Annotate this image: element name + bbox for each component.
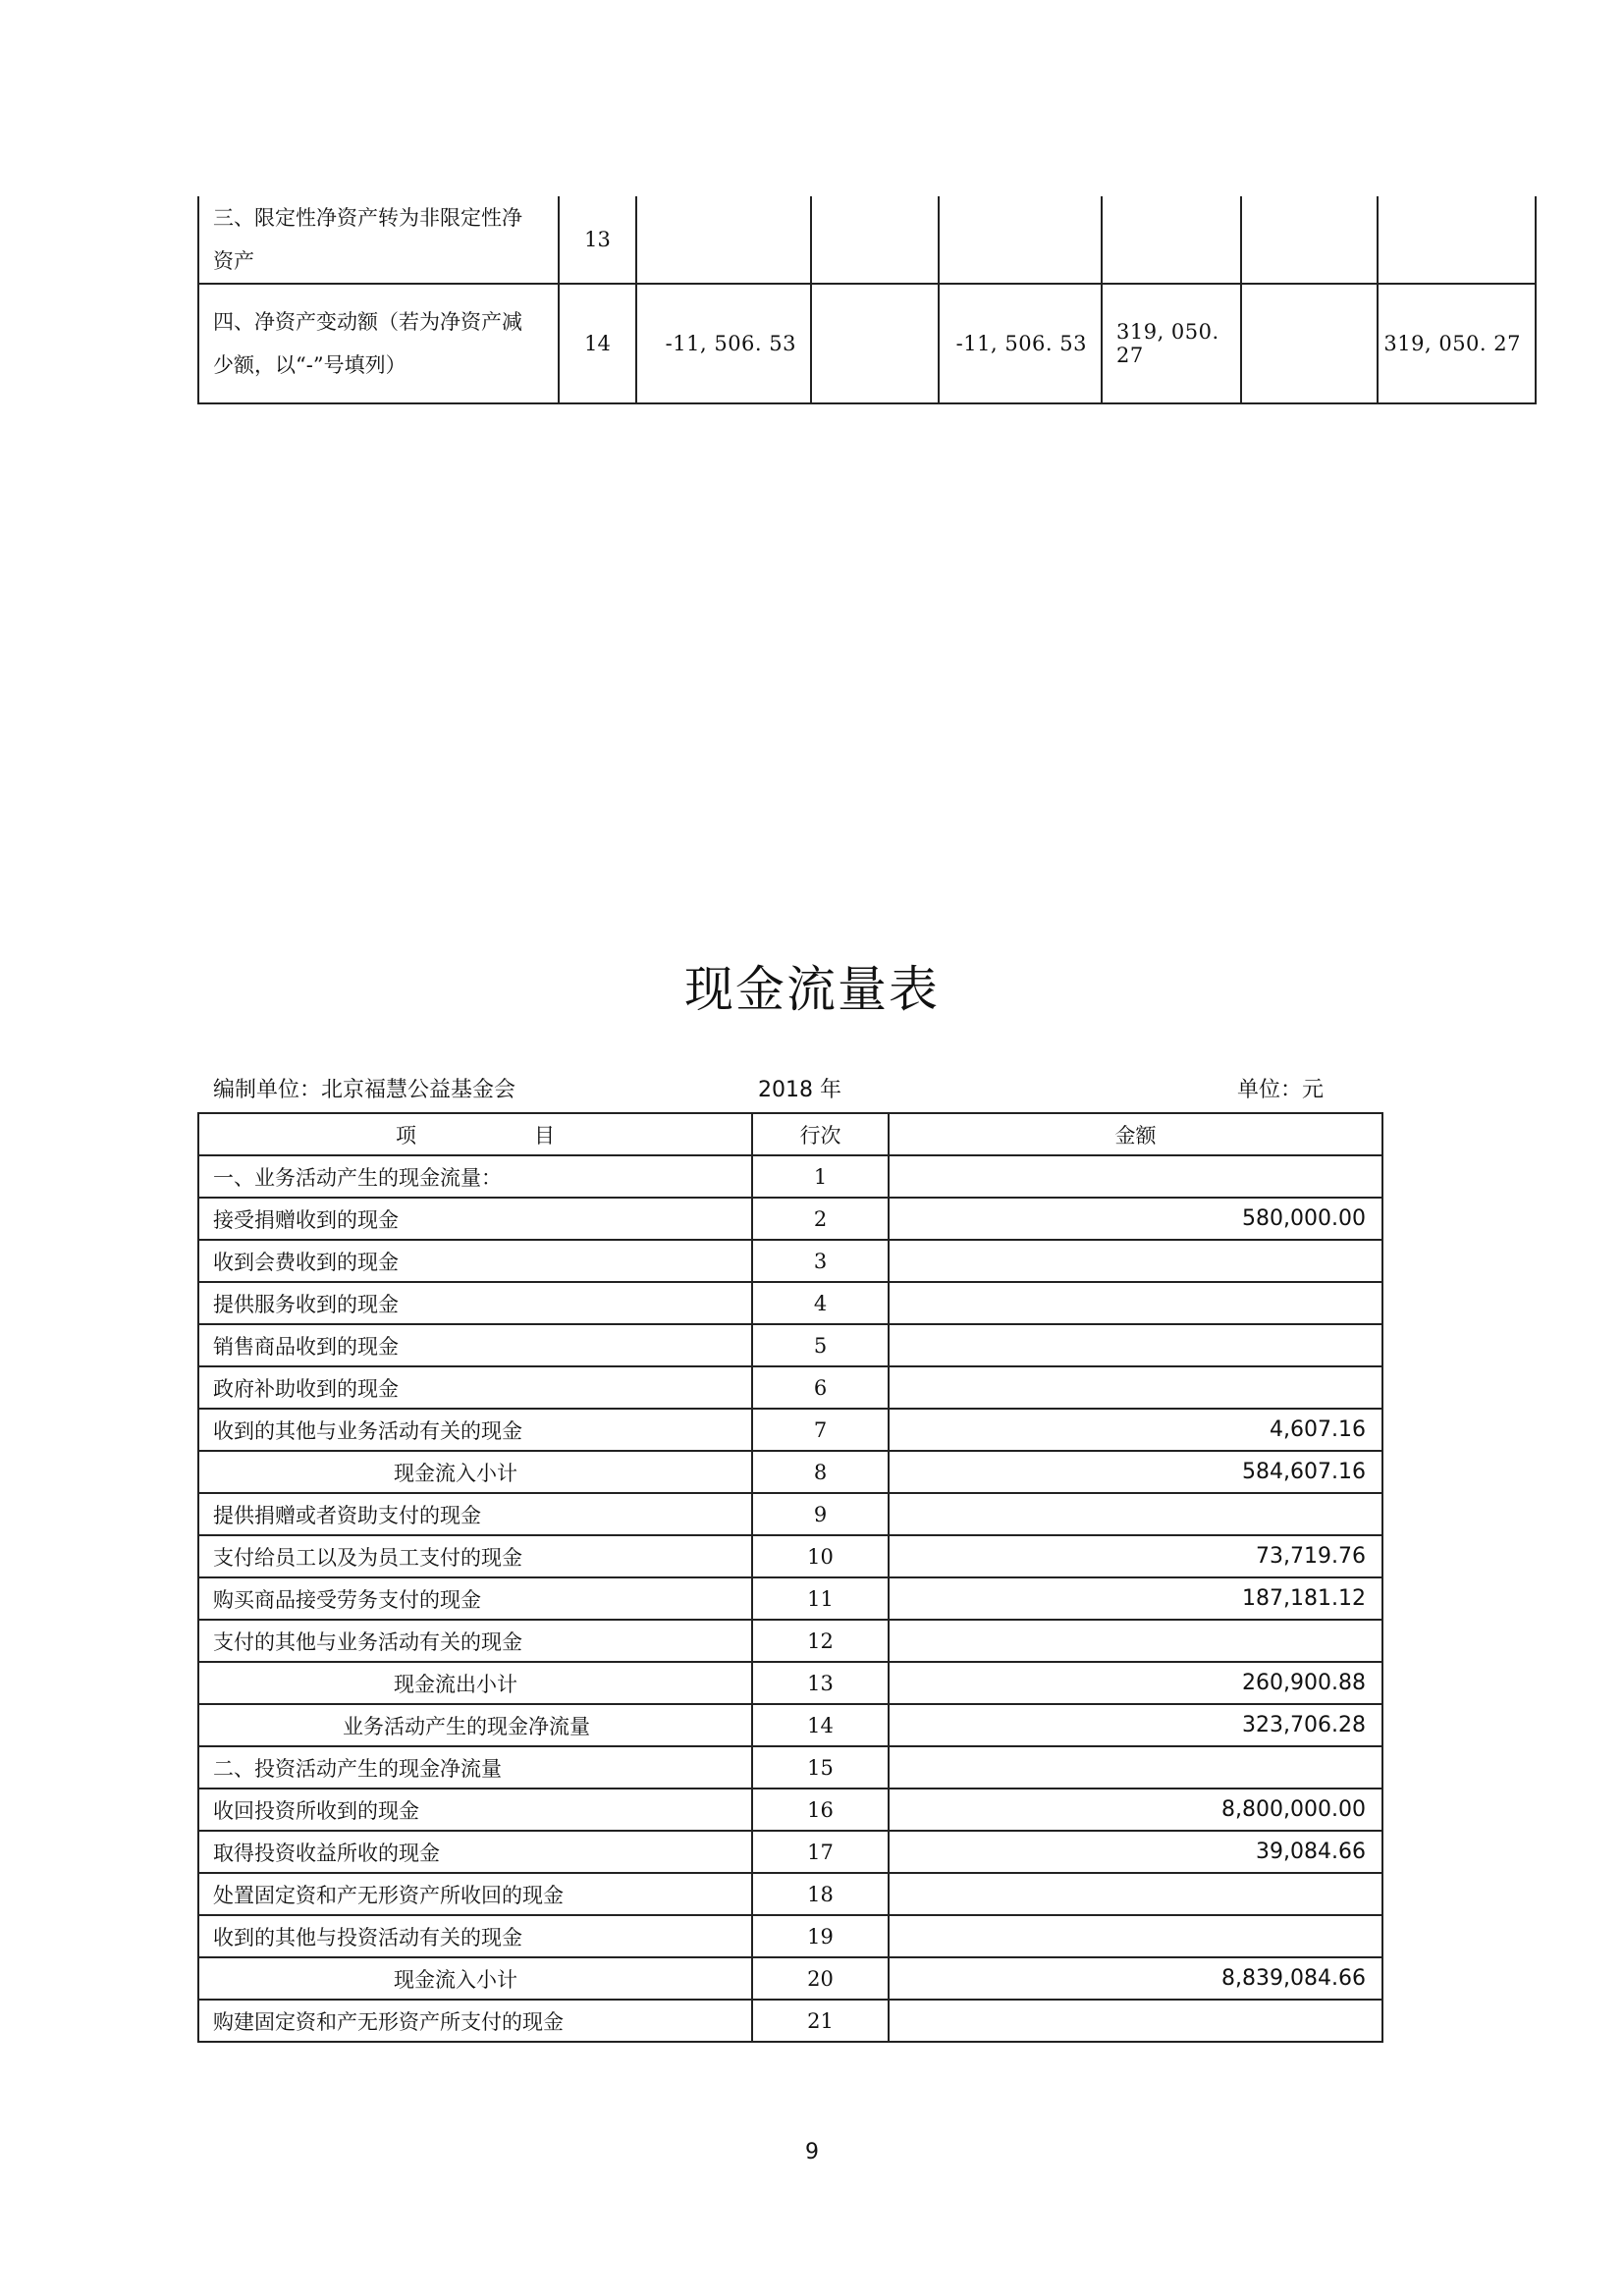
item-text-line: 资产 (213, 249, 254, 273)
line-number-cell: 11 (752, 1577, 889, 1620)
line-number-cell: 8 (752, 1451, 889, 1493)
table-row (198, 1535, 1382, 1577)
value-cell (939, 196, 1102, 284)
amount-cell (889, 1915, 1382, 1957)
table-row (198, 1577, 1382, 1620)
table-row (198, 1873, 1382, 1915)
line-number-cell: 9 (752, 1493, 889, 1535)
line-number-cell: 7 (752, 1409, 889, 1451)
line-number-cell: 1 (752, 1155, 889, 1198)
item-cell: 提供捐赠或者资助支付的现金 (198, 1493, 752, 1535)
item-cell (198, 196, 559, 284)
item-cell (198, 284, 559, 403)
page-number: 9 (805, 2140, 819, 2164)
line-number-cell: 13 (559, 196, 636, 284)
currency-unit: 单位：元 (1237, 1078, 1325, 1102)
amount-cell: 8,839,084.66 (889, 1957, 1382, 2000)
table-row (198, 1240, 1382, 1282)
amount-cell: 73,719.76 (889, 1535, 1382, 1577)
item-text-line: 少额，以“-”号填列） (213, 353, 406, 377)
table-row (198, 1620, 1382, 1662)
amount-cell: 323,706.28 (889, 1704, 1382, 1746)
amount-cell: 584,607.16 (889, 1451, 1382, 1493)
column-header-line: 行次 (752, 1113, 889, 1155)
value-cell (1102, 196, 1241, 284)
line-number-cell: 17 (752, 1831, 889, 1873)
header-text: 项 (396, 1123, 416, 1148)
amount-cell (889, 1324, 1382, 1366)
item-cell: 购买商品接受劳务支付的现金 (198, 1577, 752, 1620)
amount-cell (889, 1493, 1382, 1535)
value-cell: -11, 506. 53 (939, 284, 1102, 403)
item-cell: 支付给员工以及为员工支付的现金 (198, 1535, 752, 1577)
table-row (198, 1451, 1382, 1493)
table-row (198, 1409, 1382, 1451)
line-number-cell: 13 (752, 1662, 889, 1704)
line-number-cell: 15 (752, 1746, 889, 1789)
item-cell: 处置固定资和产无形资产所收回的现金 (198, 1873, 752, 1915)
item-cell: 取得投资收益所收的现金 (198, 1831, 752, 1873)
item-cell: 现金流入小计 (198, 1451, 752, 1493)
table-header-row (198, 1113, 1382, 1155)
item-cell: 业务活动产生的现金净流量 (198, 1704, 752, 1746)
value-cell (1378, 196, 1536, 284)
line-number-cell: 4 (752, 1282, 889, 1324)
header-text: 目 (534, 1123, 555, 1148)
report-year: 2018 年 (758, 1078, 841, 1102)
value-cell: 319, 050. 27 (1102, 284, 1241, 403)
item-cell: 接受捐赠收到的现金 (198, 1198, 752, 1240)
table-row (198, 1704, 1382, 1746)
item-cell: 现金流出小计 (198, 1662, 752, 1704)
amount-cell: 187,181.12 (889, 1577, 1382, 1620)
line-number-cell: 14 (752, 1704, 889, 1746)
item-cell: 支付的其他与业务活动有关的现金 (198, 1620, 752, 1662)
table-row (198, 1155, 1382, 1198)
table-row (198, 1915, 1382, 1957)
item-cell: 收到会费收到的现金 (198, 1240, 752, 1282)
amount-cell: 580,000.00 (889, 1198, 1382, 1240)
table-row (198, 2000, 1382, 2042)
value-cell (1241, 284, 1378, 403)
value-cell (811, 196, 939, 284)
line-number-cell: 19 (752, 1915, 889, 1957)
amount-cell (889, 1366, 1382, 1409)
amount-cell: 4,607.16 (889, 1409, 1382, 1451)
table-row (198, 1282, 1382, 1324)
preparing-organization: 编制单位：北京福慧公益基金会 (213, 1078, 516, 1102)
page-title: 现金流量表 (684, 961, 940, 1018)
amount-cell (889, 2000, 1382, 2042)
table-row (198, 1789, 1382, 1831)
amount-cell (889, 1746, 1382, 1789)
cash-flow-table-body (198, 1155, 1382, 2042)
item-cell: 一、业务活动产生的现金流量： (198, 1155, 752, 1198)
table-row (198, 1957, 1382, 2000)
line-number-cell: 2 (752, 1198, 889, 1240)
amount-cell (889, 1620, 1382, 1662)
line-number-cell: 18 (752, 1873, 889, 1915)
table-row (198, 1831, 1382, 1873)
item-text-line: 四、净资产变动额（若为净资产减 (213, 310, 522, 334)
table-row (198, 1366, 1382, 1409)
item-cell: 销售商品收到的现金 (198, 1324, 752, 1366)
amount-cell (889, 1282, 1382, 1324)
amount-cell (889, 1873, 1382, 1915)
line-number-cell: 16 (752, 1789, 889, 1831)
value-cell (636, 196, 811, 284)
item-cell: 购建固定资和产无形资产所支付的现金 (198, 2000, 752, 2042)
value-cell: 319, 050. 27 (1378, 284, 1536, 403)
table-row (198, 1662, 1382, 1704)
item-cell: 收到的其他与业务活动有关的现金 (198, 1409, 752, 1451)
table-row (198, 1324, 1382, 1366)
item-cell: 收到的其他与投资活动有关的现金 (198, 1915, 752, 1957)
line-number-cell: 21 (752, 2000, 889, 2042)
table-row (198, 1198, 1382, 1240)
line-number-cell: 12 (752, 1620, 889, 1662)
line-number-cell: 6 (752, 1366, 889, 1409)
table-row (198, 196, 1536, 284)
item-cell: 提供服务收到的现金 (198, 1282, 752, 1324)
table-row (198, 284, 1536, 403)
cash-flow-table (197, 1112, 1383, 2043)
activities-table-continuation (197, 196, 1537, 404)
value-cell (811, 284, 939, 403)
line-number-cell: 14 (559, 284, 636, 403)
table-row (198, 1493, 1382, 1535)
value-cell (1241, 196, 1378, 284)
item-cell: 二、投资活动产生的现金净流量 (198, 1746, 752, 1789)
amount-cell: 39,084.66 (889, 1831, 1382, 1873)
table-row (198, 1746, 1382, 1789)
column-header-amount: 金额 (889, 1113, 1382, 1155)
column-header-item (198, 1113, 752, 1155)
item-text-line: 三、限定性净资产转为非限定性净 (213, 206, 522, 230)
item-cell: 现金流入小计 (198, 1957, 752, 2000)
amount-cell: 260,900.88 (889, 1662, 1382, 1704)
amount-cell (889, 1240, 1382, 1282)
line-number-cell: 10 (752, 1535, 889, 1577)
value-cell: -11, 506. 53 (636, 284, 811, 403)
amount-cell: 8,800,000.00 (889, 1789, 1382, 1831)
amount-cell (889, 1155, 1382, 1198)
line-number-cell: 3 (752, 1240, 889, 1282)
line-number-cell: 20 (752, 1957, 889, 2000)
item-cell: 收回投资所收到的现金 (198, 1789, 752, 1831)
item-cell: 政府补助收到的现金 (198, 1366, 752, 1409)
line-number-cell: 5 (752, 1324, 889, 1366)
